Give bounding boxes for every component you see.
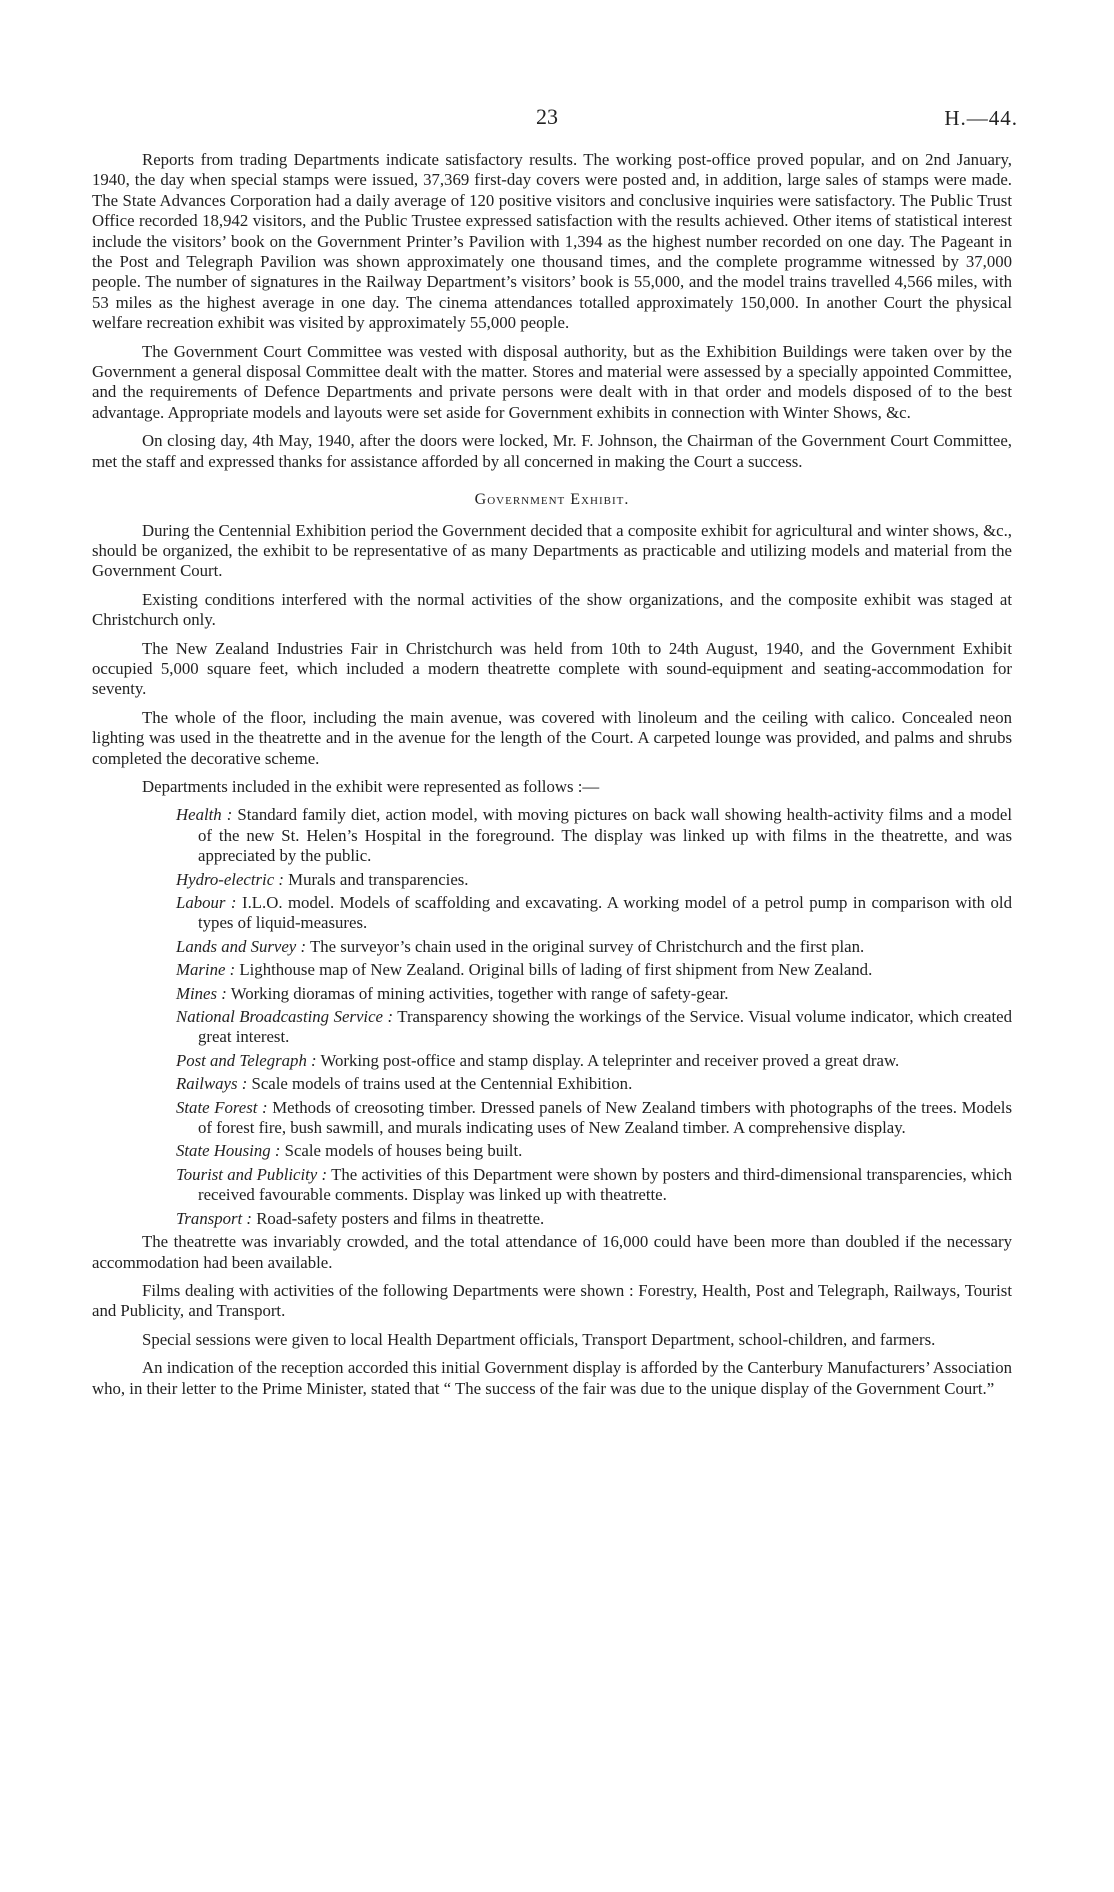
paragraph-disposal: The Government Court Committee was vested with disposal authority, but as the Exhibition Buildings were taken over by the Government a general disposal Committee dealt with the matter. Stores and material were assessed by a specially appointed Committee, and the requirements of Defence Departments and private persons were dealt with in that order and models disposed of to the best advantage. Appropriate models and layouts were set aside for Government exhibits in connection with Winter Shows, &c. xyxy=(92,341,1012,422)
department-text: Working dioramas of mining activities, together with range of safety-gear. xyxy=(230,983,729,1003)
page-body xyxy=(92,150,1012,1407)
paragraph-trading-results: Reports from trading Departments indicate satisfactory results. The working post-office proved popular, and on 2nd January, 1940, the day when special stamps were issued, 37,369 first-day covers were posted and, in addition, large sales of stamps were made. The State Advances Corporation had a daily average of 120 positive visitors and conclusive inquiries were satisfactory. The Public Trust Office recorded 18,942 visitors, and the Public Trustee expressed satisfaction with the results achieved. Other items of statistical interest include the visitors’ book on the Government Printer’s Pavilion with 1,394 as the highest number recorded on one day. The Pageant in the Post and Telegraph Pavilion was shown approximately one thousand times, and the complete programme witnessed by 37,000 people. The number of signatures in the Railway Department’s visitors’ book is 55,000, and the model trains travelled 4,566 miles, with 53 miles as the highest average in one day. The cinema attendances totalled approximately 150,000. In another Court the physical welfare recreation exhibit was visited by approximately 55,000 people. xyxy=(92,150,1012,333)
department-text: Lighthouse map of New Zealand. Original bills of lading of first shipment from New Zealand. xyxy=(239,960,873,980)
department-text: Road-safety posters and films in theatrette. xyxy=(256,1208,545,1228)
paragraph-special-sessions: Special sessions were given to local Health Department officials, Transport Department, school-children, and farmers. xyxy=(142,1329,936,1349)
department-text: Working post-office and stamp display. A teleprinter and receiver proved a great draw. xyxy=(320,1050,900,1070)
list-item xyxy=(176,1098,1012,1139)
department-text: Transparency showing the workings of the Service. Visual volume indicator, which created great interest. xyxy=(198,1007,1012,1047)
department-name: Lands and Survey : xyxy=(176,936,307,956)
list-item xyxy=(176,893,1012,934)
paragraph-theatrette-attendance: The theatrette was invariably crowded, and the total attendance of 16,000 could have been more than doubled if the necessary accommodation had been available. xyxy=(92,1232,1012,1272)
department-name: Marine : xyxy=(176,960,236,980)
department-name: Railways : xyxy=(176,1074,248,1094)
list-item xyxy=(176,805,1012,866)
list-item xyxy=(176,1141,1012,1161)
list-item xyxy=(176,1007,1012,1048)
list-item xyxy=(176,1165,1012,1206)
paragraph-departments-intro: Departments included in the exhibit were represented as follows :— xyxy=(142,776,600,796)
department-name: Tourist and Publicity : xyxy=(176,1164,328,1184)
department-name: Transport : xyxy=(176,1208,253,1228)
paragraph-existing-conditions: Existing conditions interfered with the normal activities of the show organizations, and the composite exhibit was staged at Christchurch only. xyxy=(92,589,1012,630)
list-item xyxy=(176,870,1012,890)
department-name: National Broadcasting Service : xyxy=(176,1007,394,1027)
list-item xyxy=(176,1209,1012,1229)
department-text: Scale models of trains used at the Centennial Exhibition. xyxy=(251,1074,633,1094)
list-item xyxy=(176,937,1012,957)
paragraph-reception: An indication of the reception accorded this initial Government display is afforded by the Canterbury Manufacturers’ Association who, in their letter to the Prime Minister, stated that “ The success of the fair was due to the unique display of the Government Court.” xyxy=(92,1358,1012,1398)
page-number: 23 xyxy=(536,104,558,129)
paragraph-closing-day: On closing day, 4th May, 1940, after the doors were locked, Mr. F. Johnson, the Chairman of the Government Court Committee, met the staff and expressed thanks for assistance afforded by all concerned in making the Court a success. xyxy=(92,431,1012,471)
section-heading: Government Exhibit. xyxy=(474,491,630,509)
list-item xyxy=(176,984,1012,1004)
department-name: State Forest : xyxy=(176,1097,268,1117)
department-text: The activities of this Department were shown by posters and third-dimensional transparencies, which received favourable comments. Display was linked up with theatrette. xyxy=(198,1164,1012,1205)
department-list xyxy=(92,805,1012,1229)
department-text: Scale models of houses being built. xyxy=(284,1141,523,1161)
department-name: Post and Telegraph : xyxy=(176,1050,317,1070)
paragraph-composite-exhibit: During the Centennial Exhibition period the Government decided that a composite exhibit for agricultural and winter shows, &c., should be organized, the exhibit to be representative of as many Departments as practicable and utilizing models and material from the Government Court. xyxy=(92,520,1012,581)
list-item xyxy=(176,1051,1012,1071)
department-name: State Housing : xyxy=(176,1141,281,1161)
document-reference: H.—44. xyxy=(944,106,1018,130)
page-header xyxy=(0,104,1114,134)
department-name: Mines : xyxy=(176,983,227,1003)
list-item xyxy=(176,1074,1012,1094)
department-text: Murals and transparencies. xyxy=(288,869,469,889)
paragraph-floor-decoration: The whole of the floor, including the main avenue, was covered with linoleum and the ceiling with calico. Concealed neon lighting was used in the theatrette and in the avenue for the length of the Court. A carpeted lounge was provided, and palms and shrubs completed the decorative scheme. xyxy=(92,707,1012,768)
department-name: Health : xyxy=(176,805,233,825)
department-text: I.L.O. model. Models of scaffolding and excavating. A working model of a petrol pump in comparison with old types of liquid-measures. xyxy=(198,893,1012,933)
department-name: Labour : xyxy=(176,893,237,912)
department-text: Standard family diet, action model, with moving pictures on back wall showing health-activity films and a model of the new St. Helen’s Hospital in the foreground. The display was linked up with films in the theatrette, and was appreciated by the public. xyxy=(198,805,1012,866)
department-text: Methods of creosoting timber. Dressed panels of New Zealand timbers with photographs of the trees. Models of forest fire, bush sawmill, and murals indicating uses of New Zealand timber. A comprehensive display. xyxy=(198,1097,1012,1138)
list-item xyxy=(176,960,1012,980)
department-text: The surveyor’s chain used in the original survey of Christchurch and the first plan. xyxy=(309,936,865,956)
department-name: Hydro-electric : xyxy=(176,869,284,889)
paragraph-industries-fair: The New Zealand Industries Fair in Christchurch was held from 10th to 24th August, 1940, and the Government Exhibit occupied 5,000 square feet, which included a modern theatrette complete with sound-equipment and seating-accommodation for seventy. xyxy=(92,638,1012,699)
paragraph-films-shown: Films dealing with activities of the following Departments were shown : Forestry, Health, Post and Telegraph, Railways, Tourist and Publicity, and Transport. xyxy=(92,1280,1012,1321)
